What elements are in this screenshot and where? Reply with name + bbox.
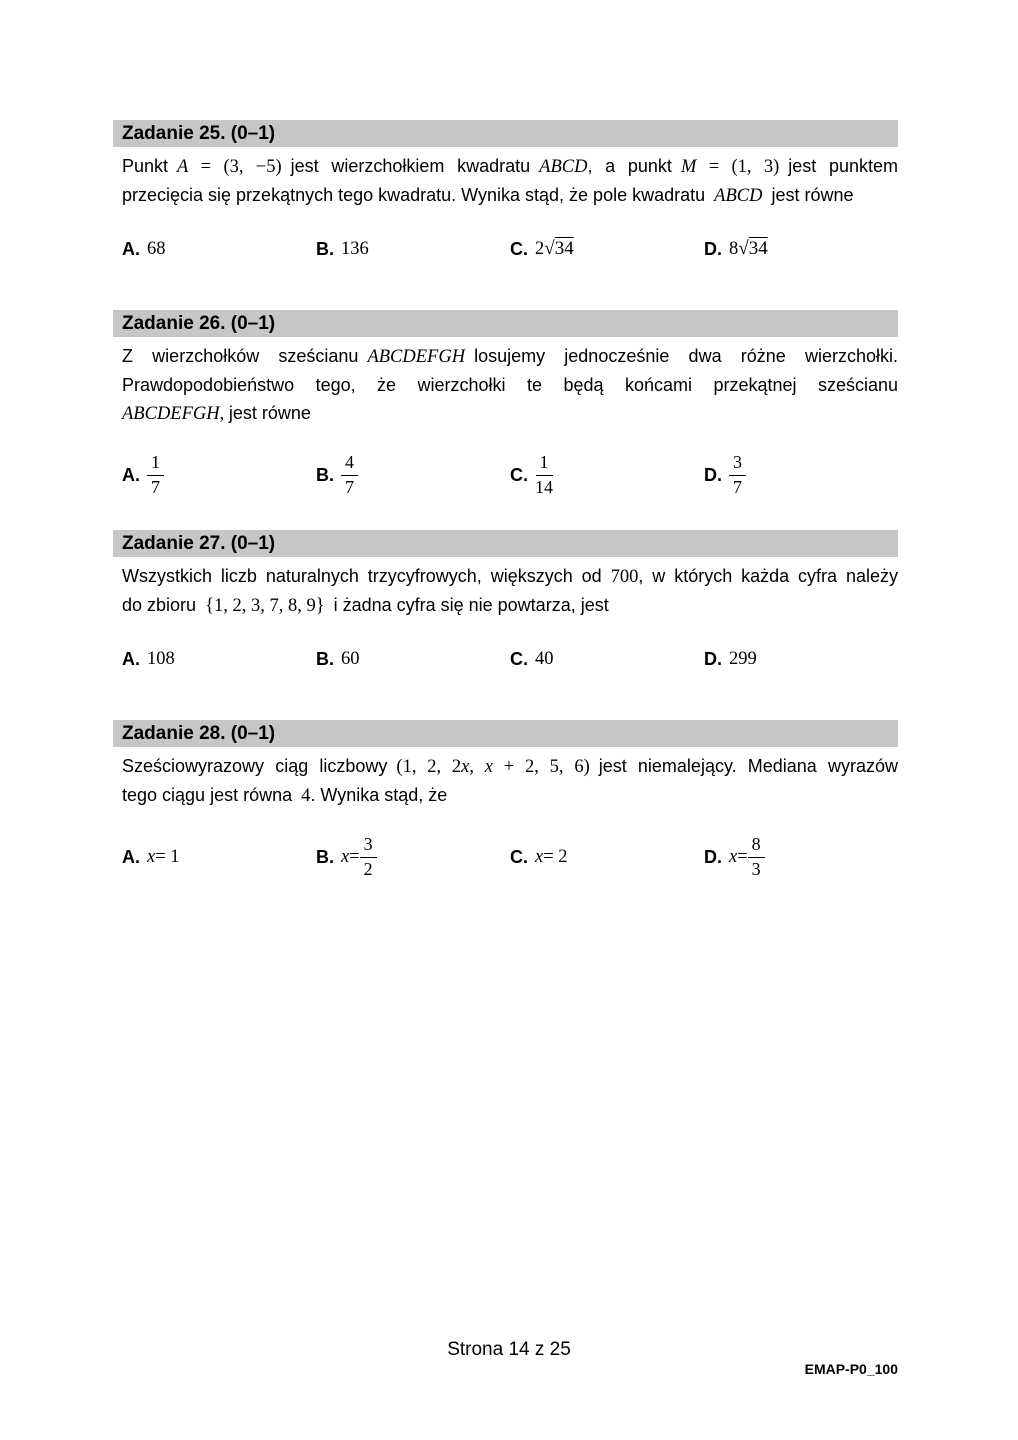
answer-option — [122, 834, 316, 880]
fraction — [360, 834, 377, 880]
question-block — [113, 530, 898, 674]
math-text: 136 — [341, 238, 369, 259]
answer-value — [341, 649, 360, 670]
answer-label: D. — [704, 648, 722, 669]
answer-option — [122, 644, 316, 674]
answer-label: C. — [510, 648, 528, 669]
math-variable: ABCDEFGH — [367, 347, 466, 367]
math-text: = (1, 3) — [696, 157, 780, 177]
answer-option — [510, 234, 704, 264]
answer-option — [704, 834, 898, 880]
math-text: (1, 2, 2 — [396, 757, 462, 778]
answer-option — [704, 644, 898, 674]
answer-value — [535, 238, 574, 260]
fraction-denominator: 14 — [535, 476, 553, 497]
answer-option — [704, 452, 898, 498]
questions — [113, 120, 898, 880]
answer-option — [316, 234, 510, 264]
answer-value — [147, 239, 166, 260]
answer-label: C. — [510, 464, 528, 485]
math-variable: x — [147, 846, 156, 867]
math-text: = — [737, 846, 748, 867]
math-text: = 1 — [155, 846, 180, 867]
fraction-numerator: 3 — [360, 834, 377, 858]
answer-value — [535, 452, 553, 498]
question-body-line — [122, 752, 898, 781]
answer-option — [122, 234, 316, 264]
radical-icon: √ — [544, 238, 555, 259]
answer-label: C. — [510, 238, 528, 259]
question-body-line — [122, 781, 898, 810]
math-text: , — [219, 404, 229, 424]
answer-value — [535, 847, 568, 868]
question-block — [113, 720, 898, 880]
body-text: do zbioru — [122, 595, 206, 616]
answer-value — [535, 649, 554, 670]
math-variable: x — [535, 846, 544, 867]
math-text: 8 — [729, 238, 739, 259]
fraction-denominator: 7 — [151, 476, 160, 497]
math-text: = (3, −5) — [188, 157, 282, 177]
math-variable: A — [177, 157, 189, 177]
body-text: . Wynika stąd, że — [310, 785, 448, 806]
exam-page-content — [113, 120, 898, 912]
math-text: 68 — [147, 238, 166, 259]
answer-option — [122, 452, 316, 498]
body-text: , a punkt — [587, 156, 681, 176]
math-text: 700 — [610, 567, 639, 588]
math-text: = — [349, 846, 360, 867]
body-text: jest wierzchołkiem kwadratu — [281, 156, 540, 176]
body-text: jest równe — [228, 403, 311, 423]
math-text: , — [469, 757, 485, 778]
answer-value — [729, 834, 765, 880]
radical-icon: √ — [738, 238, 749, 259]
math-variable: x — [729, 846, 738, 867]
answer-option — [704, 234, 898, 264]
body-text: losujemy jednocześnie dwa różne wierzchołki. — [465, 346, 898, 366]
answer-option — [316, 452, 510, 498]
fraction-denominator: 7 — [733, 476, 742, 497]
math-variable: x — [484, 757, 493, 778]
answer-row — [122, 644, 898, 674]
answer-value — [729, 452, 746, 498]
answer-label: A. — [122, 238, 140, 259]
question-body-line — [122, 399, 898, 428]
answer-value — [729, 238, 768, 260]
answer-value — [341, 452, 358, 498]
math-variable: ABCD — [714, 186, 763, 206]
page-number: Strona 14 z 25 — [447, 1339, 571, 1360]
answer-value — [341, 239, 369, 260]
body-text: tego ciągu jest równa — [122, 785, 302, 806]
fraction-numerator: 1 — [147, 452, 164, 476]
body-text: i żadna cyfra się nie powtarza, jest — [324, 595, 609, 616]
fraction — [341, 452, 358, 498]
answer-value — [147, 847, 180, 868]
math-text: 2 — [535, 238, 545, 259]
answer-option — [316, 834, 510, 880]
question-body-line — [122, 562, 898, 591]
answer-value — [147, 452, 164, 498]
answer-label: D. — [704, 846, 722, 867]
body-text: przecięcia się przekątnych tego kwadratu. Wynika stąd, że pole kwadratu — [122, 185, 715, 205]
fraction — [147, 452, 164, 498]
answer-label: B. — [316, 238, 334, 259]
question-body — [122, 342, 898, 428]
body-text: Sześciowyrazowy ciąg liczbowy — [122, 756, 397, 777]
question-header: Zadanie 28. (0–1) — [113, 720, 898, 747]
answer-label: B. — [316, 464, 334, 485]
radicand: 34 — [748, 238, 768, 259]
math-text: 4 — [301, 786, 311, 807]
fraction-numerator: 8 — [748, 834, 765, 858]
body-text: jest niemalejący. Mediana wyrazów — [589, 756, 898, 777]
question-body — [122, 562, 898, 620]
body-text: jest punktem — [779, 156, 898, 176]
fraction-numerator: 1 — [536, 452, 553, 476]
answer-option — [510, 644, 704, 674]
body-text: jest równe — [762, 185, 854, 205]
answer-label: D. — [704, 464, 722, 485]
body-text: Prawdopodobieństwo tego, że wierzchołki te będą końcami przekątnej sześcianu — [122, 375, 898, 395]
math-variable: x — [341, 846, 350, 867]
question-header: Zadanie 25. (0–1) — [113, 120, 898, 147]
answer-row — [122, 452, 898, 498]
answer-option — [510, 834, 704, 880]
math-variable: x — [461, 757, 470, 778]
radicand: 34 — [554, 238, 574, 259]
answer-value — [341, 834, 377, 880]
math-text: = 2 — [543, 846, 568, 867]
math-text: + 2, 5, 6) — [493, 757, 590, 778]
answer-label: B. — [316, 648, 334, 669]
question-body — [122, 752, 898, 810]
math-text: 299 — [729, 648, 757, 669]
math-variable: ABCDEFGH — [122, 404, 220, 424]
question-body-line — [122, 181, 898, 210]
answer-value — [729, 649, 757, 670]
math-text: 108 — [147, 648, 175, 669]
body-text: , w których każda cyfra należy — [638, 566, 898, 587]
answer-label: A. — [122, 846, 140, 867]
document-code: EMAP-P0_100 — [804, 1361, 898, 1377]
body-text: Z wierzchołków sześcianu — [122, 346, 368, 366]
body-text: Punkt — [122, 156, 178, 176]
answer-row — [122, 234, 898, 264]
question-block — [113, 310, 898, 498]
square-root — [544, 238, 573, 260]
answer-value — [147, 649, 175, 670]
math-variable: ABCD — [539, 157, 588, 177]
answer-row — [122, 834, 898, 880]
math-variable: M — [680, 157, 697, 177]
math-text: 60 — [341, 648, 360, 669]
question-header: Zadanie 26. (0–1) — [113, 310, 898, 337]
question-body-line — [122, 342, 898, 371]
question-block — [113, 120, 898, 264]
answer-label: D. — [704, 238, 722, 259]
answer-label: C. — [510, 846, 528, 867]
square-root — [738, 238, 767, 260]
fraction — [748, 834, 765, 880]
question-body-line — [122, 152, 898, 181]
question-body-line — [122, 591, 898, 620]
answer-option — [316, 644, 510, 674]
math-text: {1, 2, 3, 7, 8, 9} — [205, 596, 325, 617]
fraction — [729, 452, 746, 498]
answer-label: B. — [316, 846, 334, 867]
question-body — [122, 152, 898, 210]
answer-option — [510, 452, 704, 498]
body-text: Wszystkich liczb naturalnych trzycyfrowych, większych od — [122, 566, 611, 587]
fraction-denominator: 2 — [363, 858, 373, 879]
fraction — [535, 452, 553, 498]
math-text: 40 — [535, 648, 554, 669]
fraction-denominator: 7 — [345, 476, 354, 497]
fraction-numerator: 4 — [341, 452, 358, 476]
fraction-denominator: 3 — [751, 858, 761, 879]
fraction-numerator: 3 — [729, 452, 746, 476]
question-body-line — [122, 371, 898, 399]
question-header: Zadanie 27. (0–1) — [113, 530, 898, 557]
answer-label: A. — [122, 648, 140, 669]
answer-label: A. — [122, 464, 140, 485]
